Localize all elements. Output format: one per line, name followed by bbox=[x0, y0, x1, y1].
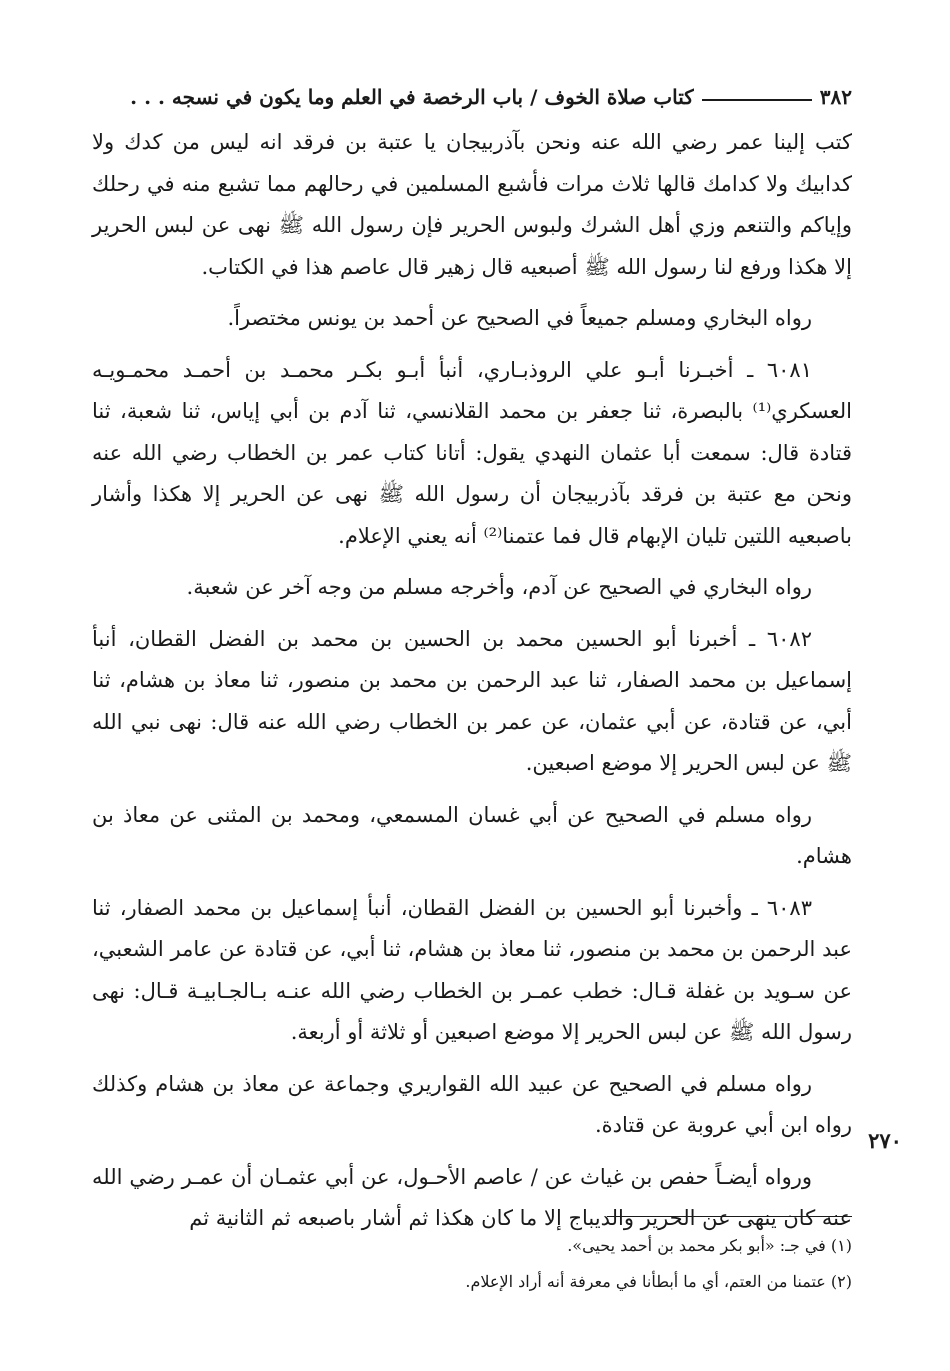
footnotes bbox=[92, 1228, 852, 1300]
margin-page-reference: ٢٧٠ bbox=[868, 1128, 902, 1153]
paragraph-riwaya: رواه مسلم في الصحيح عن عبيد الله القواريري وجماعة عن معاذ بن هشام وكذلك رواه ابن أبي عروبة عن قتادة. bbox=[92, 1071, 852, 1137]
paragraph-riwaya: رواه البخاري في الصحيح عن آدم، وأخرجه مسلم من وجه آخر عن شعبة. bbox=[186, 575, 812, 599]
main-text bbox=[92, 122, 852, 1240]
paragraph-riwaya: رواه البخاري ومسلم جميعاً في الصحيح عن أحمد بن يونس مختصراً. bbox=[227, 306, 812, 330]
paragraph-hadith-6081: ٦٠٨١ ـ أخبـرنا أبـو علي الروذبـاري، أنبأ أبـو بكـر محمـد بن أحمـد محمـويـه العسكري⁽¹⁾ بالبصرة، ثنا جعفر بن محمد القلانسي، ثنا آدم بن أبي إياس، ثنا شعبة، ثنا قتادة قال: سمعت أبا عثمان النهدي يقول: أتانا كتاب عمر بن الخطاب رضي الله عنه ونحن مع عتبة بن فرقد بآذربيجان أن رسول الله ﷺ نهى عن الحرير إلا هكذا وأشار باصبعيه اللتين تليان الإبهام قال فما عتمنا⁽²⁾ أنه يعني الإعلام. bbox=[92, 357, 852, 548]
page-number: ٣٨٢ bbox=[819, 85, 852, 109]
paragraph-continuation: كتب إلينا عمر رضي الله عنه ونحن بآذربيجان يا عتبة بن فرقد انه ليس من كدك ولا كدابيك ولا كدامك قالها ثلاث مرات فأشبع المسلمين في رحالهم مما تشبع منه في رحلك وإياكم والتنعم وزي أهل الشرك ولبوس الحرير فإن رسول الله ﷺ نهى عن لبس الحرير إلا هكذا ورفع لنا رسول الله ﷺ أصبعيه قال زهير قال عاصم هذا في الكتاب. bbox=[92, 130, 852, 279]
footnote-2: (٢) عتمنا من العتم، أي ما أبطأنا في معرفة أنه أراد الإعلام. bbox=[465, 1272, 852, 1291]
header-rule bbox=[702, 99, 812, 101]
page-header bbox=[82, 82, 852, 112]
footnote-divider bbox=[607, 1216, 852, 1217]
footnote-1: (١) في جـ: «أبو بكر محمد بن أحمد يحيى». bbox=[567, 1236, 852, 1255]
paragraph-hadith-6082: ٦٠٨٢ ـ أخبرنا أبو الحسين محمد بن الحسين بن محمد بن الفضل القطان، أنبأ إسماعيل بن محمد الصفار، ثنا عبد الرحمن بن محمد بن منصور، ثنا معاذ بن هشام، ثنا أبي، عن قتادة، عن أبي عثمان، عن عمر بن الخطاب رضي الله عنه قال: نهى نبي الله ﷺ عن لبس الحرير إلا موضع اصبعين. bbox=[92, 626, 852, 775]
paragraph-hadith-6083: ٦٠٨٣ ـ وأخبرنا أبو الحسين بن الفضل القطان، أنبأ إسماعيل بن محمد الصفار، ثنا عبد الرحمن بن محمد بن منصور، ثنا معاذ بن هشام، ثنا أبي، عن قتادة عن عامر الشعبي، عن سـويد بن غفلة قـال: خطب عمـر بن الخطاب رضي الله عنـه بـالجـابيـة قـال: نهى رسول الله ﷺ عن لبس الحرير إلا موضع اصبعين أو ثلاثة أو أربعة. bbox=[92, 895, 852, 1044]
paragraph-riwaya: رواه مسلم في الصحيح عن أبي غسان المسمعي، ومحمد بن المثنى عن معاذ بن هشام. bbox=[92, 802, 852, 868]
paragraph-riwaya: ورواه أيضـاً حفص بن غياث عن / عاصم الأحـول، عن أبي عثمـان أن عمـر رضي الله عنه كان ينهى عن الحرير والديباج إلا ما كان هكذا ثم أشار باصبعه ثم الثانية ثم bbox=[92, 1164, 852, 1230]
running-title: كتاب صلاة الخوف / باب الرخصة في العلم وما يكون في نسجه . . . bbox=[130, 85, 694, 109]
